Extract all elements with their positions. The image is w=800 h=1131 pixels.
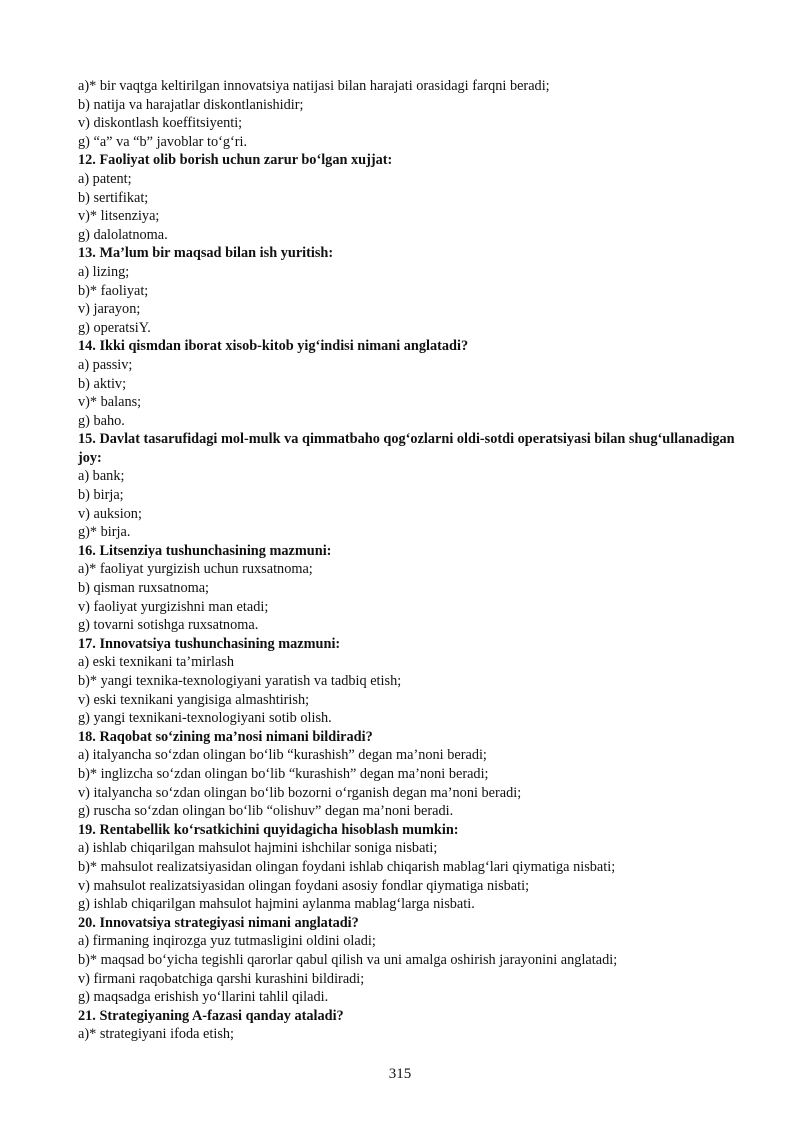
answer-option: a) firmaning inqirozga yuz tutmasligini oldini oladi; <box>78 933 376 950</box>
answer-option: v) jarayon; <box>78 301 141 318</box>
answer-option: g) yangi texnikani-texnologiyani sotib olish. <box>78 710 332 727</box>
answer-option: a) italyancha so‘zdan olingan bo‘lib “kurashish” degan ma’noni beradi; <box>78 747 487 764</box>
answer-option: b)* inglizcha so‘zdan olingan bo‘lib “kurashish” degan ma’noni beradi; <box>78 765 489 782</box>
question-text: 15. Davlat tasarufidagi mol-mulk va qimmatbaho qog‘ozlarni oldi-sotdi operatsiyasi bilan shug‘ullanadigan joy: <box>78 431 735 466</box>
answer-option: a) bank; <box>78 468 125 485</box>
question-text: 17. Innovatsiya tushunchasining mazmuni: <box>78 635 341 652</box>
question-text: 13. Ma’lum bir maqsad bilan ish yuritish: <box>78 245 334 262</box>
answer-option: a)* bir vaqtga keltirilgan innovatsiya natijasi bilan harajati orasidagi farqni beradi; <box>78 78 550 94</box>
answer-option: g) maqsadga erishish yo‘llarini tahlil qiladi. <box>78 989 329 1006</box>
answer-option: v) mahsulot realizatsiyasidan olingan foydani asosiy fondlar qiymatiga nisbati; <box>78 877 530 894</box>
answer-option: a)* strategiyani ifoda etish; <box>78 1026 235 1043</box>
answer-option: g)* birja. <box>78 524 131 541</box>
answer-option: a) eski texnikani ta’mirlash <box>78 654 235 671</box>
question-text: 12. Faoliyat olib borish uchun zarur bo‘lgan xujjat: <box>78 152 393 169</box>
answer-option: g) ruscha so‘zdan olingan bo‘lib “olishuv” degan ma’noni beradi. <box>78 803 454 820</box>
answer-option: v) diskontlash koeffitsiyenti; <box>78 115 243 132</box>
answer-option: a) ishlab chiqarilgan mahsulot hajmini ishchilar soniga nisbati; <box>78 840 438 857</box>
document-body <box>78 77 738 1044</box>
answer-option: a) lizing; <box>78 263 130 280</box>
answer-option: b)* faoliyat; <box>78 282 149 299</box>
answer-option: v) firmani raqobatchiga qarshi kurashini bildiradi; <box>78 970 365 987</box>
answer-option: b)* yangi texnika-texnologiyani yaratish va tadbiq etish; <box>78 673 402 689</box>
answer-option: b) birja; <box>78 487 124 504</box>
answer-option: v) eski texnikani yangisiga almashtirish; <box>78 691 310 708</box>
answer-option: b) qisman ruxsatnoma; <box>78 580 210 597</box>
question-text: 21. Strategiyaning A-fazasi qanday ataladi? <box>78 1007 344 1024</box>
answer-option: v) italyancha so‘zdan olingan bo‘lib bozorni o‘rganish degan ma’noni beradi; <box>78 784 522 801</box>
answer-option: g) tovarni sotishga ruxsatnoma. <box>78 617 259 634</box>
answer-option: b) natija va harajatlar diskontlanishidir; <box>78 96 304 113</box>
answer-option: g) “a” va “b” javoblar to‘g‘ri. <box>78 133 248 150</box>
question-text: 14. Ikki qismdan iborat xisob-kitob yig‘indisi nimani anglatadi? <box>78 338 469 355</box>
answer-option: g) baho. <box>78 412 125 429</box>
answer-option: g) dalolatnoma. <box>78 226 168 243</box>
answer-option: a) passiv; <box>78 356 133 373</box>
answer-option: v) faoliyat yurgizishni man etadi; <box>78 598 269 615</box>
answer-option: a) patent; <box>78 170 132 187</box>
answer-option: b)* maqsad bo‘yicha tegishli qarorlar qabul qilish va uni amalga oshirish jarayonini anglatadi; <box>78 951 618 968</box>
answer-option: b)* mahsulot realizatsiyasidan olingan foydani ishlab chiqarish mablag‘lari qiymatiga nisbati; <box>78 858 616 875</box>
answer-option: g) operatsiY. <box>78 319 151 336</box>
question-text: 18. Raqobat so‘zining ma’nosi nimani bildiradi? <box>78 728 373 745</box>
answer-option: v) auksion; <box>78 505 142 522</box>
answer-option: b) sertifikat; <box>78 189 149 206</box>
question-text: 16. Litsenziya tushunchasining mazmuni: <box>78 542 332 559</box>
answer-option: b) aktiv; <box>78 375 127 392</box>
answer-option: v)* litsenziya; <box>78 208 160 225</box>
answer-option: v)* balans; <box>78 394 142 411</box>
question-text: 19. Rentabellik ko‘rsatkichini quyidagicha hisoblash mumkin: <box>78 821 459 838</box>
question-text: 20. Innovatsiya strategiyasi nimani anglatadi? <box>78 914 359 931</box>
answer-option: a)* faoliyat yurgizish uchun ruxsatnoma; <box>78 561 313 578</box>
answer-option: g) ishlab chiqarilgan mahsulot hajmini aylanma mablag‘larga nisbati. <box>78 896 475 913</box>
page-number: 315 <box>388 1066 412 1082</box>
